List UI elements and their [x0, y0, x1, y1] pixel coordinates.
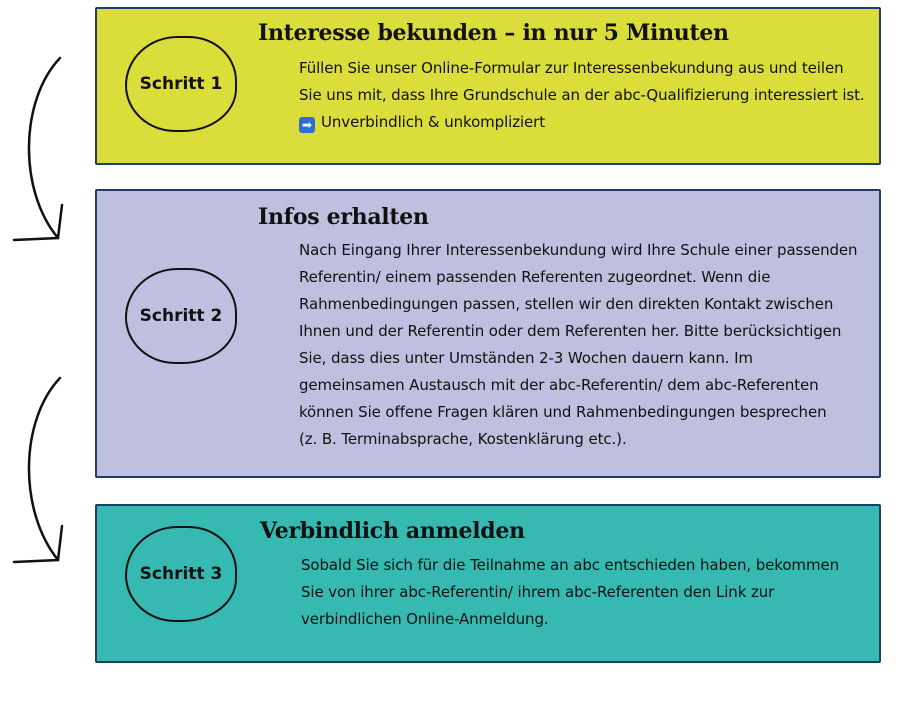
arrow-step1-to-step2: [29, 58, 60, 238]
step-card-3: [95, 504, 881, 663]
step-title: Interesse bekunden – in nur 5 Minuten: [258, 20, 729, 46]
step-label: Schritt 1: [139, 74, 223, 94]
step-badge-1: [125, 36, 237, 132]
step-badge-3: [125, 526, 237, 622]
text-line: Sie uns mit, dass Ihre Grundschule an der abc-Qualifizierung interessiert ist.: [299, 86, 865, 104]
text-line: Sie von ihrer abc-Referentin/ ihrem abc-Referenten den Link zur: [301, 583, 775, 601]
step-description: [301, 552, 839, 633]
text-line: (z. B. Terminabsprache, Kostenklärung etc.).: [299, 430, 627, 448]
text-line: Sobald Sie sich für die Teilnahme an abc entschieden haben, bekommen: [301, 556, 839, 574]
text-line: Ihnen und der Referentin oder dem Referenten her. Bitte berücksichtigen: [299, 322, 842, 340]
step-card-1: [95, 7, 881, 165]
step-description: [299, 237, 857, 453]
text-line: können Sie offene Fragen klären und Rahmenbedingungen besprechen: [299, 403, 827, 421]
step-description: [299, 55, 865, 136]
text-line: verbindlichen Online-Anmeldung.: [301, 610, 549, 628]
arrow-step2-to-step3: [29, 378, 60, 560]
step-label: Schritt 3: [139, 564, 223, 584]
note-text: Unverbindlich & unkompliziert: [321, 113, 546, 131]
step-title: Infos erhalten: [258, 204, 429, 230]
text-line: gemeinsamen Austausch mit der abc-Referentin/ dem abc-Referenten: [299, 376, 819, 394]
step-card-2: [95, 189, 881, 478]
note-line: [299, 109, 865, 136]
text-line: Füllen Sie unser Online-Formular zur Interessenbekundung aus und teilen: [299, 59, 844, 77]
text-line: Nach Eingang Ihrer Interessenbekundung wird Ihre Schule einer passenden: [299, 241, 858, 259]
step-label: Schritt 2: [139, 306, 223, 326]
step-badge-2: [125, 268, 237, 364]
text-line: Rahmenbedingungen passen, stellen wir den direkten Kontakt zwischen: [299, 295, 834, 313]
text-line: Sie, dass dies unter Umständen 2-3 Wochen dauern kann. Im: [299, 349, 753, 367]
text-line: Referentin/ einem passenden Referenten zugeordnet. Wenn die: [299, 268, 771, 286]
step-title: Verbindlich anmelden: [260, 518, 525, 544]
right-arrow-icon: ➡: [299, 117, 315, 133]
